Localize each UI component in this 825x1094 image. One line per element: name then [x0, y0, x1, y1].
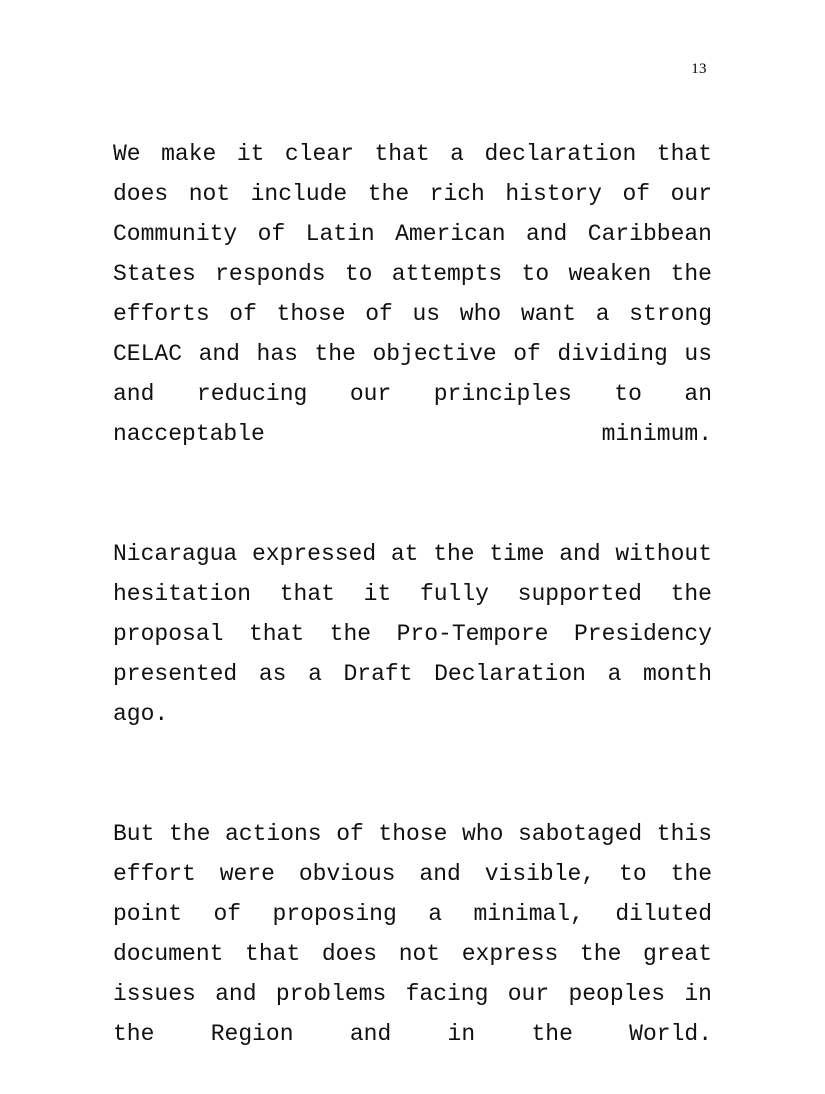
paragraph-1: We make it clear that a declaration that does not include the rich history of our Community of Latin American and Caribbean States responds to attempts to weaken the efforts of those of us who want a strong CELAC and has the objective of dividing us and reducing our principles to an nacceptable minimum. — [113, 141, 712, 447]
page-number: 13 — [691, 61, 707, 77]
document-body — [113, 134, 712, 1094]
paragraph-2: Nicaragua expressed at the time and without hesitation that it fully supported the proposal that the Pro-Tempore Presidency presented as a Draft Declaration a month ago. — [113, 541, 712, 727]
paragraph-3: But the actions of those who sabotaged this effort were obvious and visible, to the point of proposing a minimal, diluted document that does not express the great issues and problems facing our peoples in the Region and in the World. — [113, 821, 712, 1047]
page-header — [0, 60, 825, 78]
